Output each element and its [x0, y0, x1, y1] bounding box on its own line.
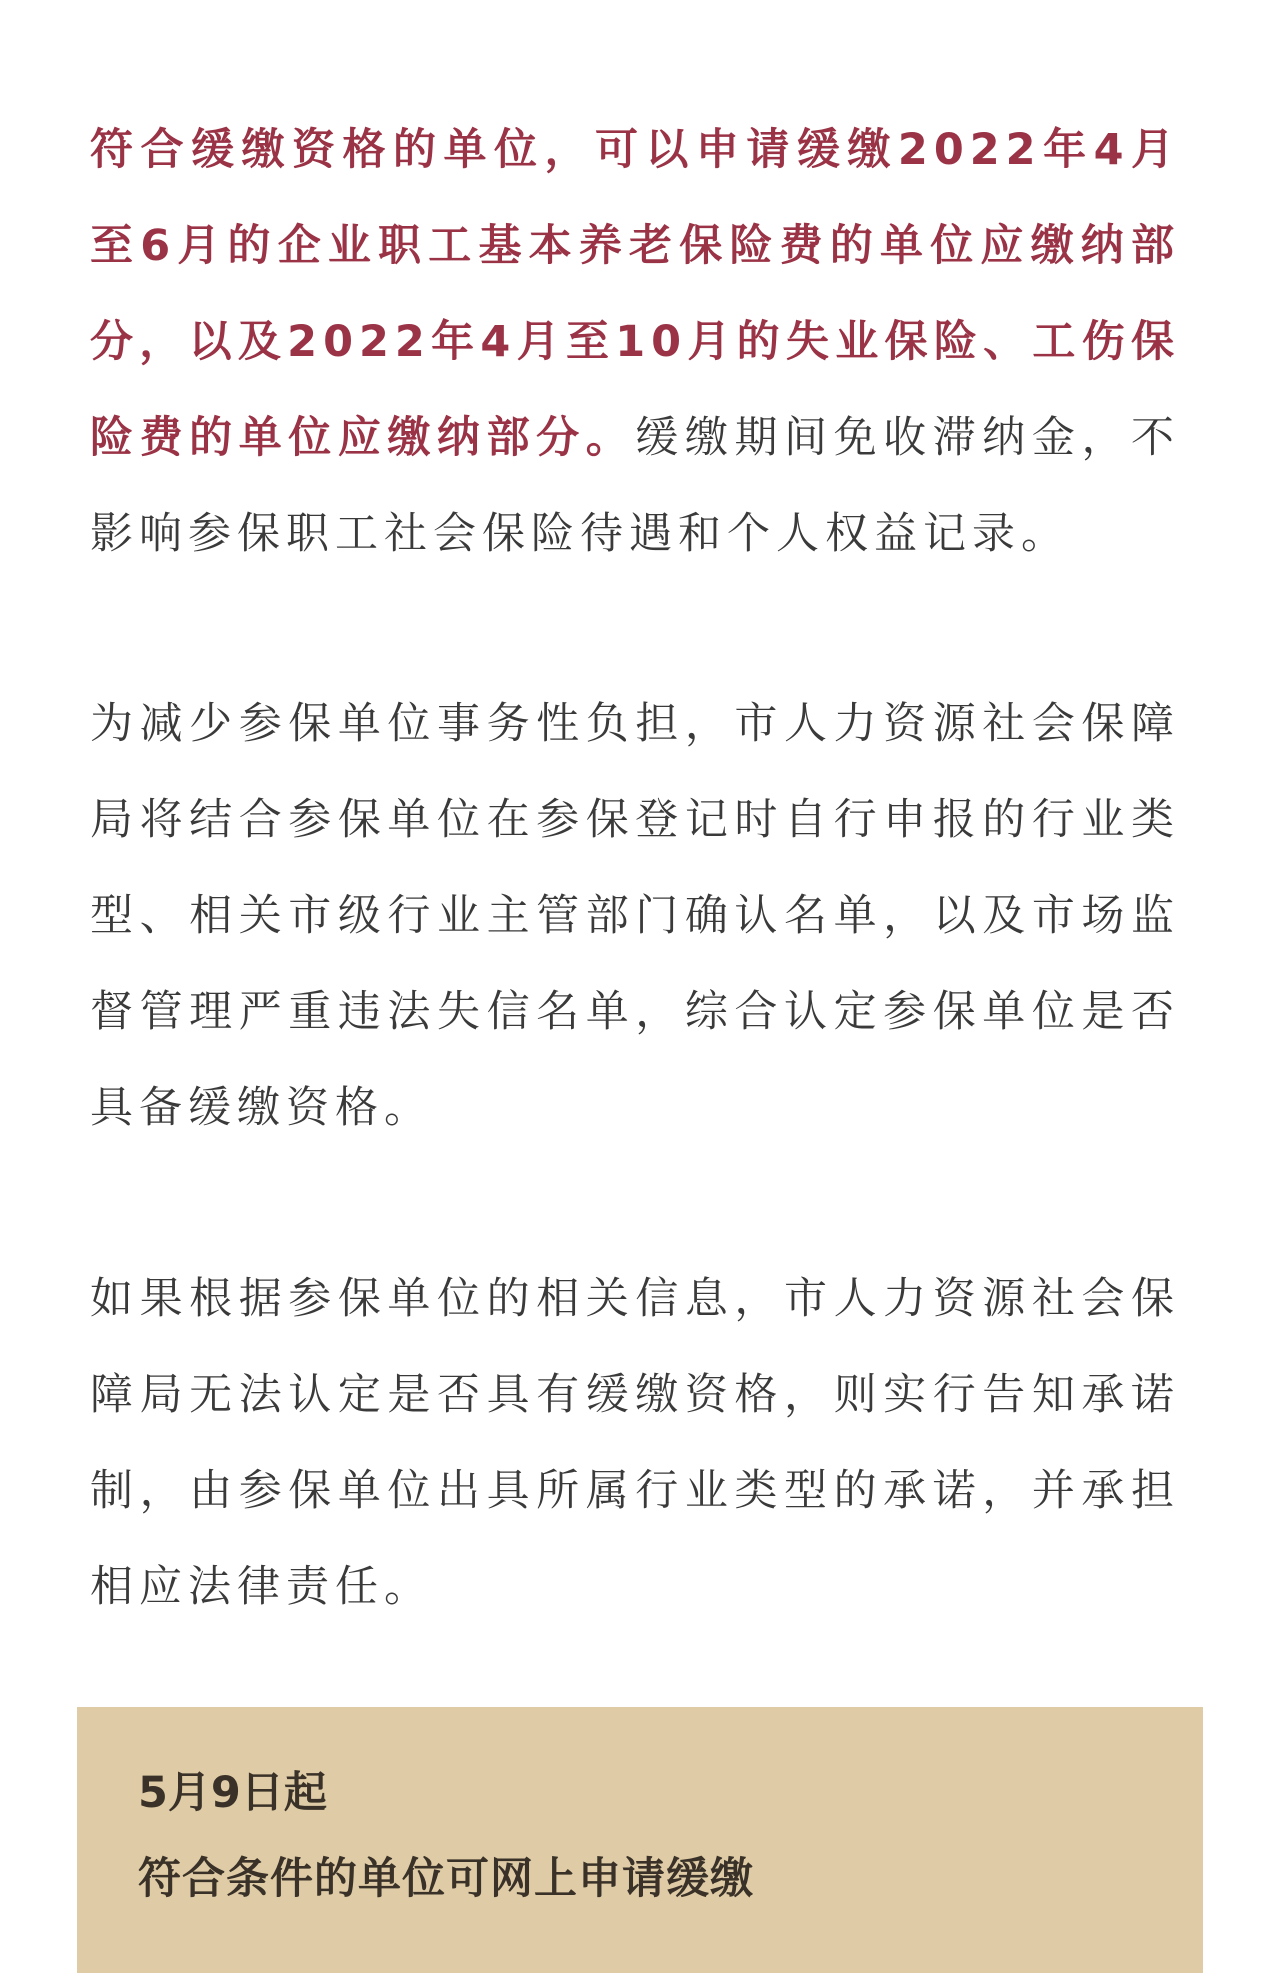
paragraph-qualification-review: 为减少参保单位事务性负担，市人力资源社会保障局将结合参保单位在参保登记时自行申报的行业类型、相关市级行业主管部门确认名单，以及市场监督管理严重违法失信名单，综合认定参保单位是否具备缓缴资格。: [90, 699, 1180, 1133]
highlighted-eligibility-text: 符合缓缴资格的单位，可以申请缓缴2022年4月至6月的企业职工基本养老保险费的单位应缴纳部分，以及2022年4月至10月的失业保险、工伤保险费的单位应缴纳部分。: [90, 125, 1180, 463]
paragraph-commitment-system: 如果根据参保单位的相关信息，市人力资源社会保障局无法认定是否具有缓缴资格，则实行告知承诺制，由参保单位出具所属行业类型的承诺，并承担相应法律责任。: [90, 1274, 1180, 1612]
paragraph-deferral-eligibility: [90, 102, 1180, 582]
notice-date: 5月9日起: [138, 1768, 327, 1818]
paragraph-continuation-text: 缓缴期间免收滞纳金，不影响参保职工社会保险待遇和个人权益记录。: [90, 413, 1181, 559]
notice-title: 符合条件的单位可网上申请缓缴: [138, 1854, 754, 1904]
notice-box: [77, 1707, 1203, 1973]
